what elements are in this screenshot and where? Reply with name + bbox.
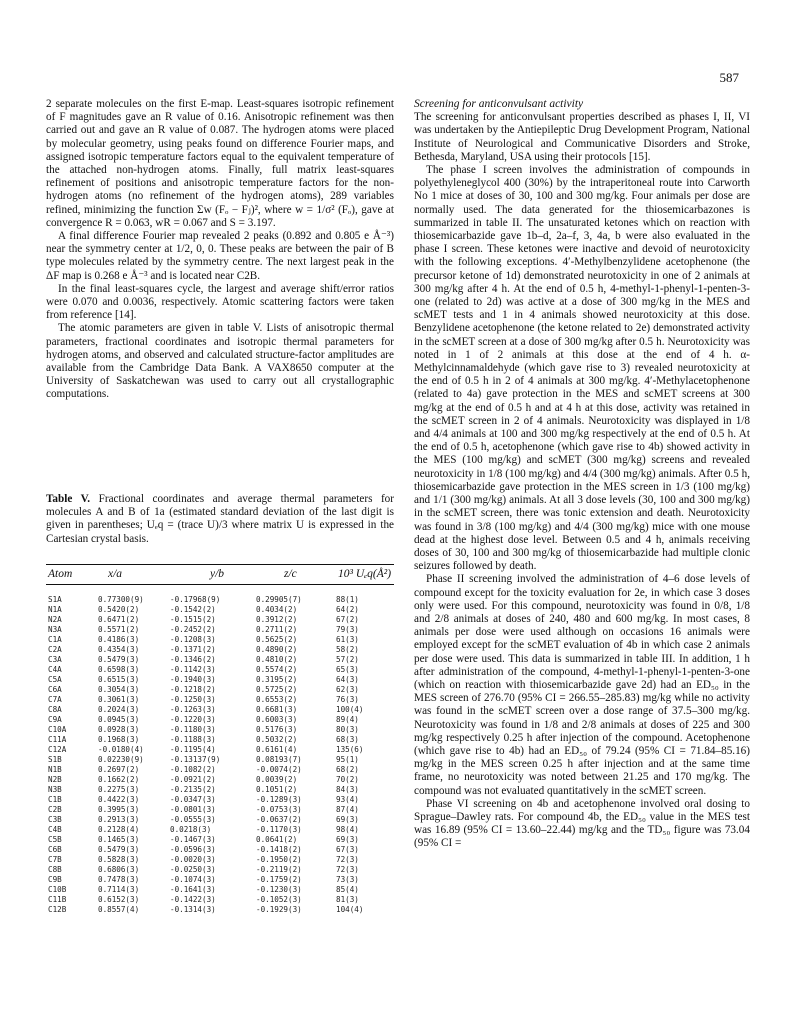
cell-x: 0.8557(4) [98,904,140,914]
cell-z: 0.5032(2) [256,734,298,744]
cell-y: -0.0801(3) [170,804,216,814]
cell-atom: C3A [48,654,62,664]
cell-atom: S1A [48,595,62,604]
cell-ueq: 93(4) [336,794,359,804]
table-row [46,825,394,835]
table-row [46,635,394,645]
cell-y: -0.0347(3) [170,794,216,804]
coordinates-table [46,564,394,915]
table-row [46,735,394,745]
cell-atom: C11A [48,734,67,744]
cell-z: 0.5725(2) [256,684,298,694]
cell-atom: C3B [48,814,62,824]
cell-atom: C11B [48,894,67,904]
cell-ueq: 73(3) [336,874,359,884]
cell-ueq: 98(4) [336,824,359,834]
cell-x: 0.4354(3) [98,644,140,654]
cell-z: 0.5625(2) [256,634,298,644]
cell-y: -0.1188(3) [170,734,216,744]
cell-ueq: 104(4) [336,904,364,914]
cell-x: -0.0180(4) [98,744,144,754]
cell-ueq: 68(3) [336,734,359,744]
header-ueq: 10³ Uₑq(Å²) [338,568,392,580]
table-row [46,705,394,715]
table-row [46,775,394,785]
cell-x: 0.0928(3) [98,724,140,734]
cell-y: -0.1180(3) [170,724,216,734]
cell-z: 0.3912(2) [256,614,298,624]
cell-y: -0.0596(3) [170,844,216,854]
table-row [46,845,394,855]
cell-ueq: 88(1) [336,595,359,604]
table-row [46,745,394,755]
cell-y: -0.1250(3) [170,694,216,704]
table-row [46,675,394,685]
table-row [46,895,394,905]
table-row [46,665,394,675]
cell-y: 0.0218(3) [170,824,212,834]
cell-y: -0.1074(3) [170,874,216,884]
table-row [46,655,394,665]
cell-y: -0.1142(3) [170,664,216,674]
cell-z: 0.1051(2) [256,784,298,794]
table-row [46,795,394,805]
cell-ueq: 68(2) [336,764,359,774]
cell-ueq: 61(3) [336,634,359,644]
cell-ueq: 64(2) [336,604,359,614]
cell-z: -0.1289(3) [256,794,302,804]
paragraph: Phase II screening involved the administration of 4–6 dose levels of compound except for the toxicity evaluation for 2e, in which case 3 doses only were used. For this compound, neurotoxicity was found in 0/8, 1/8 and 2/8 animals at doses of 240, 480 and 600 mg/kg. In most cases, 8 animals per dose were used although on occasions 16 animals were employed except for the scMET evaluation of 4b in which case 2 animals per dose were used. This data is summarized in table III. In addition, 1 h after administration of the compound, 4-methyl-1-phenyl-1-penten-3-one (which on reaction with thiosemicarbazide gave 2d) had an ED₅₀ in the MES screen of 276.70 (95% CI = 266.55–285.83) mg/kg while no activity was found in the scMET screen over a dose range of 37.5–300 mg/kg. Neurotoxicity was found in 1/8 and 2/8 animals at doses of 225 and 300 mg/kg respectively 0.25 h after injection of the compound. Acetophenone (which gave rise to 4b) had an ED₅₀ of 79.24 (95% CI = 71.84–85.16) mg/kg in the MES screen 0.25 h after injection and at the same time frame, no neurotoxicity was noted between 21.25 and 170 mg/kg. The compound was not evaluated quantitatively in the scMET screen. [414,573,750,797]
cell-z: -0.2119(2) [256,864,302,874]
cell-atom: C8B [48,864,62,874]
cell-y: -0.13137(9) [170,754,221,764]
cell-atom: C1A [48,634,62,644]
cell-y: -0.1220(3) [170,714,216,724]
cell-x: 0.1465(3) [98,834,140,844]
table-header [46,564,394,585]
cell-z: -0.1052(3) [256,894,302,904]
cell-x: 0.2128(4) [98,824,140,834]
cell-z: 0.29905(7) [256,595,302,604]
cell-x: 0.5479(3) [98,654,140,664]
cell-y: -0.1515(2) [170,614,216,624]
cell-atom: C4A [48,664,62,674]
cell-ueq: 87(4) [336,804,359,814]
table-row [46,685,394,695]
cell-ueq: 79(3) [336,624,359,634]
cell-atom: C5B [48,834,62,844]
table-label: Table V. [46,493,91,505]
cell-atom: N2A [48,614,62,624]
paragraph: The screening for anticonvulsant properties described as phases I, II, VI was undertaken by the Antiepileptic Drug Development Program, National Institute of Neurological and Communicative Disorders and Stroke, Bethesda, Maryland, USA using their protocols [15]. [414,111,750,163]
cell-ueq: 67(2) [336,614,359,624]
cell-x: 0.2275(3) [98,784,140,794]
cell-z: -0.1950(2) [256,854,302,864]
cell-x: 0.5571(2) [98,624,140,634]
paragraph: The phase I screen involves the administration of compounds in polyethyleneglycol 400 (30%) by the intraperitoneal route into Carworth No 1 mice at doses of 30, 100 and 300 mg/kg. Four animals per dose are normally used. The data generated for the thiosemicarbazones is summarized in table II. The unsaturated ketones which on reaction with thiosemicarbazide gave 1b–d, 2a–f, 3, 4a, b were also evaluated in the phase I screen. These ketones were inactive and devoid of neurotoxicity with the following exceptions. 4′-Methylbenzylidene acetophenone (the precursor ketone of 1d) demonstrated neurotoxicity in one of 2 animals at 300 mg/kg after 4 h. At the end of 0.5 h, 4-methyl-1-phenyl-1-penten-3-one (related to 2d) was active at a dose of 300 mg/kg in the MES and scMET tests and 1 in 4 animals showed neurotoxicity at this dose. Benzylidene acetophenone (the ketone related to 2e) demonstrated activity in the scMET screen at a dose of 300 mg/kg after 0.5 h. Neurotoxicity was noted in 1 of 2 animals at this dose at the end of 4 h. α-Methylcinnamaldehyde (which gave rise to 3) revealed neurotoxicity at the end of 0.5 h in 2 of 4 animals at 300 mg/kg. 4′-Methylacetophenone (related to 4a) gave protection in the MES and scMET screens at 300 mg/kg at the end of 0.5 h and at 4 h at this dose, activity was retained in the scMET screen in 2 of 4 animals. Neurotoxicity was displayed in 1/8 and 4/4 animals at 100 and 300 mg/kg respectively at the end of 0.5 h. At the end of 0.5 h, acetophenone (which gave rise to 4b) showed activity in the MES (100 mg/kg) and scMET (300 mg/kg) screens and revealed neurotoxicity in 1/8 (100 mg/kg) and 4/4 (300 mg/kg) animals. After 0.5 h, thiosemicarbazide gave protection in the MES screen in 1/3 (100 mg/kg) and 1/1 (300 mg/kg) animals. At all 3 dose levels (30, 100 and 300 mg/kg) in the scMET screen, there was tonic extension and death. Neurotoxicity was found in 3/8 (100 mg/kg) and 4/4 (300 mg/kg) mice with one mouse dead at the highest dose level. Between 0.5 and 4 h, animals receiving doses of 30, 100 and 300 mg/kg of thiosemicarbazide had multiple clonic seizures followed by death. [414,164,750,573]
cell-atom: C9B [48,874,62,884]
table-row [46,875,394,885]
cell-z: -0.0753(3) [256,804,302,814]
cell-atom: C6A [48,684,62,694]
cell-ueq: 95(1) [336,754,359,764]
cell-z: -0.1759(2) [256,874,302,884]
cell-x: 0.5420(2) [98,604,140,614]
cell-x: 0.5479(3) [98,844,140,854]
table-row [46,645,394,655]
cell-z: 0.0641(2) [256,834,298,844]
cell-atom: N2B [48,774,62,784]
table-row [46,865,394,875]
cell-y: -0.1314(3) [170,904,216,914]
cell-atom: C2B [48,804,62,814]
cell-y: -0.1263(3) [170,704,216,714]
cell-ueq: 135(6) [336,744,364,754]
table-row [46,805,394,815]
cell-ueq: 58(2) [336,644,359,654]
cell-y: -0.0020(3) [170,854,216,864]
cell-y: -0.1208(3) [170,634,216,644]
table-row [46,595,394,605]
cell-x: 0.2024(3) [98,704,140,714]
cell-x: 0.6152(3) [98,894,140,904]
cell-z: -0.1929(3) [256,904,302,914]
table-caption-text: Fractional coordinates and average thermal parameters for molecules A and B of 1a (estimated standard deviation of the last digit is given in parentheses; Uₑq = (trace U)/3 where matrix U is expressed in the Cartesian crystal basis. [46,493,394,545]
cell-x: 0.77300(9) [98,595,144,604]
cell-x: 0.3995(3) [98,804,140,814]
cell-atom: N3A [48,624,62,634]
cell-ueq: 72(3) [336,864,359,874]
cell-ueq: 85(4) [336,884,359,894]
cell-y: -0.1467(3) [170,834,216,844]
section-title: Screening for anticonvulsant activity [414,98,584,110]
cell-y: -0.2135(2) [170,784,216,794]
cell-z: 0.4034(2) [256,604,298,614]
cell-y: -0.0921(2) [170,774,216,784]
table-row [46,855,394,865]
cell-atom: C4B [48,824,62,834]
cell-ueq: 80(3) [336,724,359,734]
cell-x: 0.6471(2) [98,614,140,624]
cell-atom: N1A [48,604,62,614]
table-row [46,725,394,735]
table-row [46,605,394,615]
cell-x: 0.4422(3) [98,794,140,804]
paragraph: A final difference Fourier map revealed 2 peaks (0.892 and 0.805 e Å⁻³) near the symmetry center at 1/2, 0, 0. These peaks are between the pair of B type molecules related by the symmetry centre. The next largest peak in the ΔF map is 0.268 e Å⁻³ and is located near C2B. [46,230,394,282]
cell-x: 0.7478(3) [98,874,140,884]
cell-z: 0.2711(2) [256,624,298,634]
page-number: 587 [719,70,739,85]
cell-z: 0.6681(3) [256,704,298,714]
cell-atom: C10A [48,724,67,734]
table-body [46,595,394,915]
cell-atom: C7B [48,854,62,864]
cell-ueq: 69(3) [336,834,359,844]
table-row [46,785,394,795]
cell-x: 0.2697(2) [98,764,140,774]
cell-z: -0.1170(3) [256,824,302,834]
table-row [46,715,394,725]
cell-ueq: 65(3) [336,664,359,674]
cell-y: -0.1641(3) [170,884,216,894]
table-caption [46,493,394,546]
cell-atom: C12A [48,744,67,754]
cell-x: 0.6806(3) [98,864,140,874]
cell-atom: C7A [48,694,62,704]
cell-ueq: 70(2) [336,774,359,784]
cell-z: -0.1418(2) [256,844,302,854]
cell-y: -0.1195(4) [170,744,216,754]
cell-atom: N1B [48,764,62,774]
cell-y: -0.2452(2) [170,624,216,634]
cell-ueq: 76(3) [336,694,359,704]
cell-ueq: 69(3) [336,814,359,824]
paragraph: In the final least-squares cycle, the largest and average shift/error ratios were 0.070 and 0.0036, respectively. Atomic scattering factors were taken from reference [14]. [46,282,394,322]
cell-x: 0.7114(3) [98,884,140,894]
table-row [46,905,394,915]
cell-atom: C1B [48,794,62,804]
cell-atom: S1B [48,754,62,764]
cell-x: 0.02230(9) [98,754,144,764]
cell-x: 0.5828(3) [98,854,140,864]
header-y: y/b [210,568,225,580]
cell-ueq: 81(3) [336,894,359,904]
cell-x: 0.0945(3) [98,714,140,724]
cell-atom: C6B [48,844,62,854]
cell-x: 0.4186(3) [98,634,140,644]
cell-x: 0.2913(3) [98,814,140,824]
cell-atom: C2A [48,644,62,654]
cell-x: 0.6515(3) [98,674,140,684]
cell-ueq: 62(3) [336,684,359,694]
cell-atom: C8A [48,704,62,714]
cell-ueq: 100(4) [336,704,364,714]
cell-z: 0.5176(3) [256,724,298,734]
cell-z: 0.6003(3) [256,714,298,724]
table-row [46,695,394,705]
cell-ueq: 84(3) [336,784,359,794]
cell-z: 0.5574(2) [256,664,298,674]
cell-atom: C12B [48,904,67,914]
table-row [46,625,394,635]
cell-ueq: 72(3) [336,854,359,864]
cell-z: -0.0074(2) [256,764,302,774]
cell-z: 0.4890(2) [256,644,298,654]
cell-z: -0.0637(2) [256,814,302,824]
cell-x: 0.6598(3) [98,664,140,674]
cell-x: 0.3061(3) [98,694,140,704]
table-row [46,835,394,845]
table-row [46,755,394,765]
paragraph: 2 separate molecules on the first E-map. Least-squares isotropic refinement of F magnitudes gave an R value of 0.16. Anisotropic refinement was then carried out and gave an R value of 0.087. The hydrogen atoms were placed by molecular geometry, using peaks found on difference Fourier maps, and assigned isotropic temperature factors equal to the equivalent temperature of the attached non-hydrogen atoms. Finally, full matrix least-squares refinement of positions and anisotropic temperature factors for the non-hydrogen atoms (no refinement of the hydrogen atoms), 289 variables refined, minimizing the function Σw (Fₒ − Fⱼ)², where w = 1/σ² (Fₒ), gave at convergence R = 0.063, wR = 0.067 and S = 3.197. [46,98,394,229]
cell-y: -0.1542(2) [170,604,216,614]
cell-y: -0.1218(2) [170,684,216,694]
cell-z: 0.3195(2) [256,674,298,684]
cell-z: 0.0039(2) [256,774,298,784]
cell-z: 0.08193(7) [256,754,302,764]
right-column [414,98,750,851]
paragraph: The atomic parameters are given in table V. Lists of anisotropic thermal parameters, fractional coordinates and isotropic thermal parameters for hydrogen atoms, and observed and calculated structure-factor amplitudes are available from the Cambridge Data Bank. A VAX8650 computer at the University of Saskatchewan was used to carry out all crystallographic computations. [46,322,394,401]
cell-ueq: 64(3) [336,674,359,684]
cell-ueq: 67(3) [336,844,359,854]
cell-z: 0.4810(2) [256,654,298,664]
cell-y: -0.17968(9) [170,595,221,604]
cell-y: -0.1371(2) [170,644,216,654]
cell-x: 0.1968(3) [98,734,140,744]
left-column [46,98,394,402]
cell-y: -0.1940(3) [170,674,216,684]
table-row [46,765,394,775]
cell-x: 0.3054(3) [98,684,140,694]
cell-atom: C5A [48,674,62,684]
paragraph: Phase VI screening on 4b and acetophenone involved oral dosing to Sprague–Dawley rats. For compound 4b, the ED₅₀ value in the MES test was 16.89 (95% CI = 13.60–22.44) mg/kg and the TD₅₀ figure was 73.04 (95% CI = [414,797,750,850]
cell-y: -0.0250(3) [170,864,216,874]
cell-y: -0.1346(2) [170,654,216,664]
table-row [46,815,394,825]
cell-atom: C10B [48,884,67,894]
cell-ueq: 57(2) [336,654,359,664]
cell-x: 0.1662(2) [98,774,140,784]
cell-z: 0.6553(2) [256,694,298,704]
cell-z: -0.1230(3) [256,884,302,894]
cell-y: -0.1082(2) [170,764,216,774]
cell-z: 0.6161(4) [256,744,298,754]
header-z: z/c [284,568,297,580]
header-atom: Atom [48,568,73,580]
cell-ueq: 89(4) [336,714,359,724]
table-row [46,885,394,895]
cell-y: -0.1422(3) [170,894,216,904]
header-x: x/a [108,568,123,580]
cell-atom: C9A [48,714,62,724]
table-row [46,615,394,625]
cell-atom: N3B [48,784,62,794]
cell-y: -0.0555(3) [170,814,216,824]
